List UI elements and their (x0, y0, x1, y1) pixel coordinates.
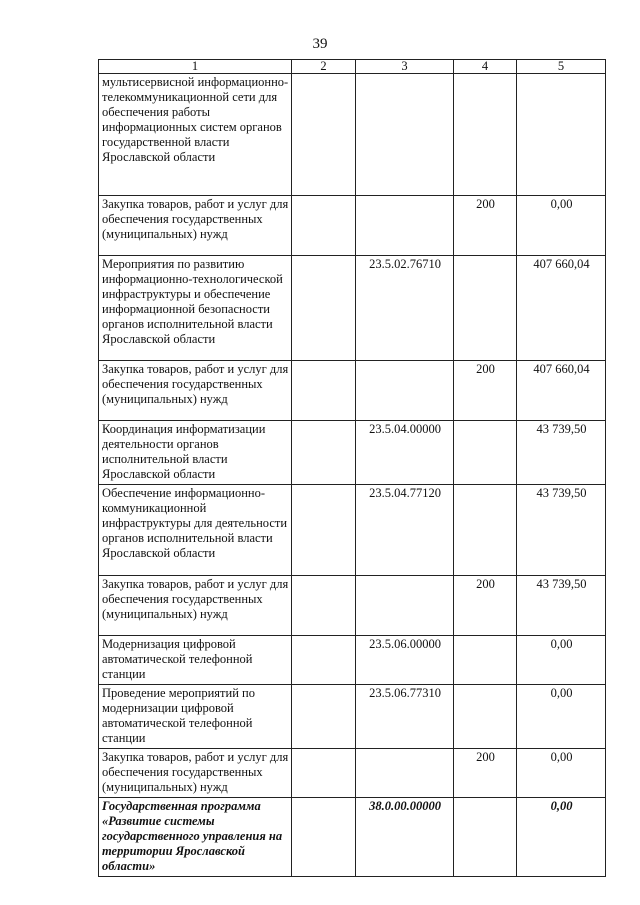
table-row (99, 485, 606, 576)
name-cell: Модернизация цифровой автоматической телефонной станции (99, 636, 292, 685)
table-row (99, 74, 606, 196)
table-header-row (99, 60, 606, 74)
name-cell: Закупка товаров, работ и услуг для обеспечения государственных (муниципальных) нужд (99, 196, 292, 256)
amount-cell: 43 739,50 (517, 576, 606, 636)
gp-cell (292, 421, 356, 485)
vr-cell (454, 685, 517, 749)
gp-cell (292, 749, 356, 798)
name-cell: Мероприятия по развитию информационно-технологической инфраструктуры и обеспечение информационной безопасности органов исполнительной власти Ярославской области (99, 256, 292, 361)
name-cell: мультисервисной информационно-телекоммуникационной сети для обеспечения работы информационных систем органов государственной власти Ярославской области (99, 74, 292, 196)
code-cell: 38.0.00.00000 (356, 798, 454, 877)
vr-cell: 200 (454, 576, 517, 636)
amount-cell: 43 739,50 (517, 485, 606, 576)
table-row (99, 196, 606, 256)
vr-cell: 200 (454, 196, 517, 256)
code-cell: 23.5.06.77310 (356, 685, 454, 749)
amount-cell: 407 660,04 (517, 361, 606, 421)
code-cell: 23.5.04.77120 (356, 485, 454, 576)
table-row (99, 576, 606, 636)
name-cell: Закупка товаров, работ и услуг для обеспечения государственных (муниципальных) нужд (99, 576, 292, 636)
table-row (99, 361, 606, 421)
vr-cell (454, 256, 517, 361)
code-cell (356, 74, 454, 196)
header-cell-4: 4 (454, 60, 517, 74)
name-cell: Закупка товаров, работ и услуг для обеспечения государственных (муниципальных) нужд (99, 749, 292, 798)
header-cell-1: 1 (99, 60, 292, 74)
gp-cell (292, 74, 356, 196)
vr-cell (454, 421, 517, 485)
gp-cell (292, 485, 356, 576)
budget-table (98, 59, 606, 877)
code-cell (356, 749, 454, 798)
gp-cell (292, 256, 356, 361)
gp-cell (292, 576, 356, 636)
header-cell-3: 3 (356, 60, 454, 74)
table-row (99, 421, 606, 485)
name-cell: Государственная программа «Развитие системы государственного управления на территории Ярославской области» (99, 798, 292, 877)
amount-cell: 0,00 (517, 749, 606, 798)
amount-cell: 43 739,50 (517, 421, 606, 485)
code-cell (356, 576, 454, 636)
amount-cell: 0,00 (517, 685, 606, 749)
amount-cell: 0,00 (517, 798, 606, 877)
code-cell: 23.5.04.00000 (356, 421, 454, 485)
table-row (99, 798, 606, 877)
vr-cell (454, 798, 517, 877)
amount-cell: 0,00 (517, 196, 606, 256)
vr-cell (454, 636, 517, 685)
vr-cell: 200 (454, 361, 517, 421)
vr-cell: 200 (454, 749, 517, 798)
name-cell: Закупка товаров, работ и услуг для обеспечения государственных (муниципальных) нужд (99, 361, 292, 421)
table-row (99, 256, 606, 361)
amount-cell: 407 660,04 (517, 256, 606, 361)
amount-cell (517, 74, 606, 196)
header-cell-2: 2 (292, 60, 356, 74)
header-cell-5: 5 (517, 60, 606, 74)
gp-cell (292, 685, 356, 749)
code-cell (356, 196, 454, 256)
name-cell: Проведение мероприятий по модернизации цифровой автоматической телефонной станции (99, 685, 292, 749)
code-cell: 23.5.02.76710 (356, 256, 454, 361)
amount-cell: 0,00 (517, 636, 606, 685)
table-row (99, 749, 606, 798)
name-cell: Обеспечение информационно-коммуникационной инфраструктуры для деятельности органов исполнительной власти Ярославской области (99, 485, 292, 576)
table-row (99, 685, 606, 749)
table-row (99, 636, 606, 685)
code-cell (356, 361, 454, 421)
gp-cell (292, 636, 356, 685)
page-number: 39 (312, 36, 328, 52)
gp-cell (292, 798, 356, 877)
gp-cell (292, 196, 356, 256)
vr-cell (454, 485, 517, 576)
gp-cell (292, 361, 356, 421)
code-cell: 23.5.06.00000 (356, 636, 454, 685)
table-body (99, 60, 606, 877)
name-cell: Координация информатизации деятельности органов исполнительной власти Ярославской области (99, 421, 292, 485)
vr-cell (454, 74, 517, 196)
